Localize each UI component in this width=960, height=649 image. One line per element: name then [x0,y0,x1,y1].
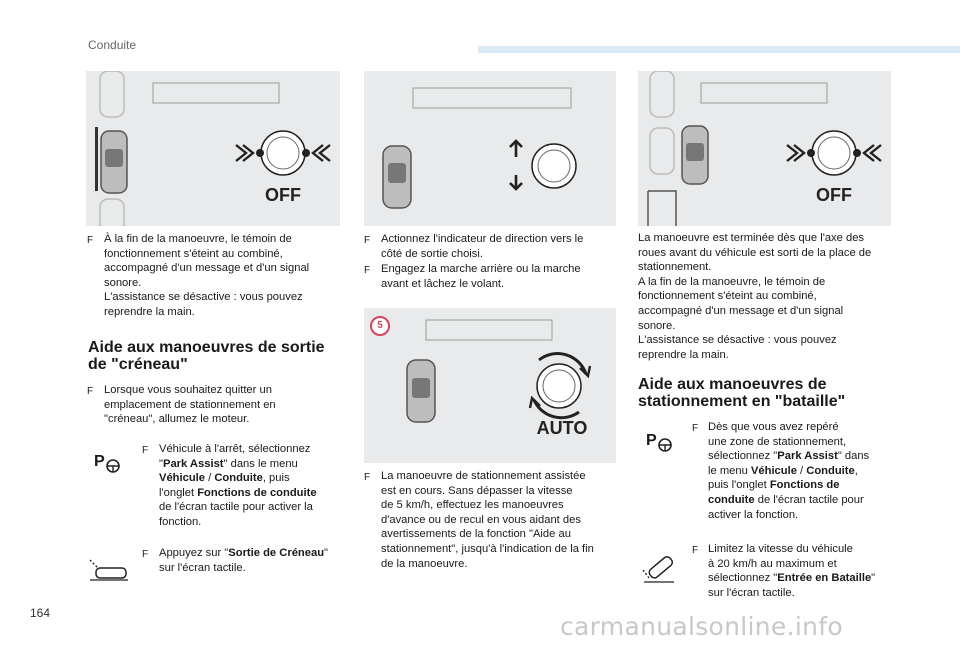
text-line: sélectionnez "Entrée en Bataille" [708,572,876,585]
text-line: À la fin de la manoeuvre, le témoin de [104,233,292,245]
text-line: Limitez la vitesse du véhicule [708,543,853,555]
auto-label: AUTO [536,418,588,438]
text-line: reprendre la main. [638,348,729,361]
text-line: conduite de l'écran tactile pour [708,493,864,506]
park-letter: P [646,432,657,449]
text-line: Engagez la marche arrière ou la marche [381,263,581,275]
step-badge-number: 5 [377,320,383,331]
figure-indicator-steering [364,71,616,226]
text-line: sonore. [638,319,676,332]
text-line: stationnement", jusqu'à l'indication de la fin [381,542,594,555]
text-line: côté de sortie choisi. [381,247,483,260]
text-line: "créneau", allumez le moteur. [104,413,250,426]
text-line: "Park Assist" dans le menu [159,457,298,470]
text-line: avant et lâchez le volant. [381,277,505,290]
col2-item1 [381,232,621,261]
text-line: Dès que vous avez repéré [708,421,839,433]
text-line: Véhicule à l'arrêt, sélectionnez [159,443,311,455]
text-line: Appuyez sur "Sortie de Créneau" [159,547,329,559]
bullet-marker: F [87,386,94,397]
col1-item2 [104,383,344,427]
figure-perpendicular-off [638,71,891,226]
off-label: OFF [816,185,852,205]
header-bar [478,46,960,53]
text-line: de 5 km/h, effectuez les manoeuvres [381,499,564,512]
heading-perpendicular [638,376,898,410]
bullet-marker: F [692,545,699,556]
text-line: de la manoeuvre. [381,557,468,570]
text-line: est en cours. Sans dépasser la vitesse [381,484,573,497]
figure-3-illustration [364,308,616,463]
figure-auto-manoeuvre [364,308,616,463]
col2-item3 [381,469,626,571]
text-line: fonctionnement s'éteint au combiné, [638,290,817,303]
bullet-marker: F [364,235,371,246]
text-line: sur l'écran tactile. [708,586,795,599]
exit-parallel-icon [88,558,130,582]
park-assist-icon [94,453,128,477]
text-line: l'onglet Fonctions de conduite [159,486,317,499]
watermark: carmanualsonline.info [560,612,843,641]
text-line: le menu Véhicule / Conduite, [708,464,858,477]
text-line: emplacement de stationnement en [104,398,276,411]
col3-item1 [708,420,903,522]
text-line: A la fin de la manoeuvre, le témoin de [638,275,826,288]
text-line: sélectionnez "Park Assist" dans [708,450,870,463]
text-line: L'assistance se désactive : vous pouvez [638,334,837,347]
figure-exit-parallel-off [86,71,340,226]
text-line: accompagné d'un message et d'un signal [638,304,844,317]
text-line: puis l'onglet Fonctions de [708,479,840,492]
text-line: accompagné d'un message et d'un signal [104,262,310,275]
text-line: L'assistance se désactive : vous pouvez [104,291,303,304]
text-line: avertissements de la fonction "Aide au [381,528,571,541]
text-line: sur l'écran tactile. [159,561,246,574]
text-line: La manoeuvre de stationnement assistée [381,470,586,482]
bullet-marker: F [364,472,371,483]
text-line: La manoeuvre est terminée dès que l'axe des [638,232,865,244]
text-line: activer la fonction. [708,508,799,521]
text-line: Actionnez l'indicateur de direction vers le [381,233,584,245]
text-line: fonctionnement s'éteint au combiné, [104,247,283,260]
col1-item1 [104,232,344,320]
page-number: 164 [30,606,51,620]
park-letter: P [94,453,105,470]
figure-2-illustration [364,71,616,226]
heading-line: de "créneau" [88,356,188,373]
bullet-marker: F [142,549,149,560]
col1-item3 [159,442,349,530]
text-line: une zone de stationnement, [708,435,847,448]
text-line: reprendre la main. [104,305,195,318]
section-header: Conduite [88,38,137,52]
text-line: Véhicule / Conduite, puis [159,472,290,485]
heading-exit-parallel [88,339,348,373]
text-line: Lorsque vous souhaitez quitter un [104,384,272,396]
bullet-marker: F [364,265,371,276]
col3-paragraph [638,231,898,362]
text-line: de l'écran tactile pour activer la [159,501,313,514]
text-line: sonore. [104,276,142,289]
text-line: fonction. [159,515,202,528]
figure-4-illustration [638,71,891,226]
enter-perpendicular-icon [640,550,676,586]
text-line: stationnement. [638,261,712,274]
col3-item2 [708,542,908,600]
bullet-marker: F [142,445,149,456]
text-line: d'avance ou de recul en vous aidant des [381,513,581,526]
off-label: OFF [265,185,301,205]
col2-item2 [381,262,621,291]
text-line: roues avant du véhicule est sorti de la place de [638,246,872,259]
bullet-marker: F [692,423,699,434]
bullet-marker: F [87,235,94,246]
park-assist-icon [646,432,680,456]
heading-line: stationnement en "bataille" [638,393,846,410]
text-line: à 20 km/h au maximum et [708,557,837,570]
figure-1-illustration [86,71,340,226]
heading-line: Aide aux manoeuvres de sortie [88,339,325,356]
step-badge [370,316,390,336]
col1-item4 [159,546,349,575]
heading-line: Aide aux manoeuvres de [638,376,827,393]
